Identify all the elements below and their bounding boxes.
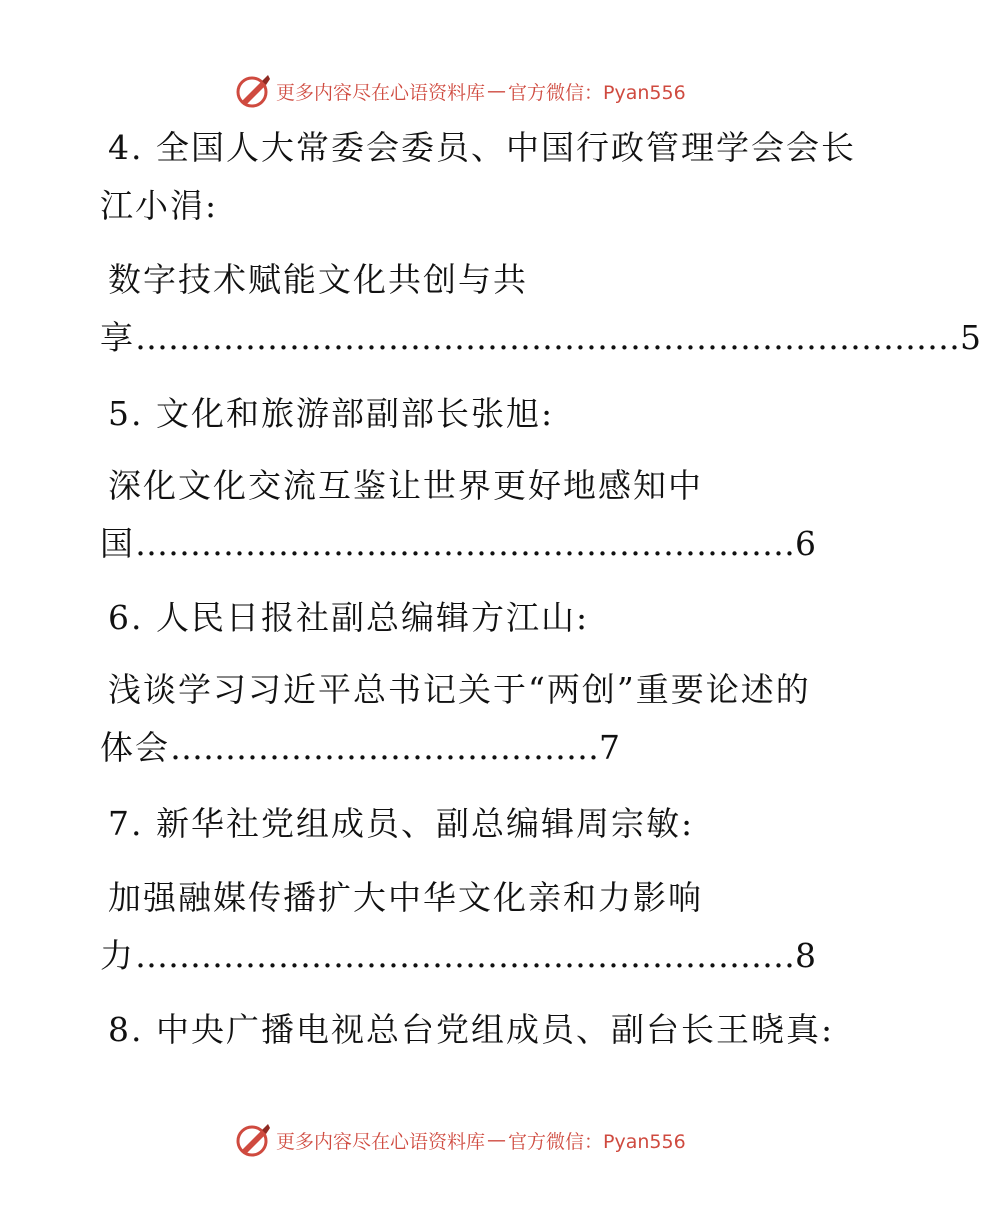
toc-entry-4-heading — [108, 128, 856, 168]
entry-topic-cont: 体会 — [100, 728, 170, 767]
entry-topic-cont: 享 — [100, 318, 135, 357]
toc-entry-5-topic-cont[interactable] — [100, 524, 818, 564]
page-number: 7 — [599, 728, 622, 767]
watermark-wechat: 官方微信：Pyan556 — [508, 1130, 686, 1153]
dot-leader: ………………………………… — [170, 728, 599, 767]
entry-topic: 深化文化交流互鉴让世界更好地感知中 — [108, 466, 703, 505]
entry-title: 中央广播电视总台党组成员、副台长王晓真: — [156, 1010, 835, 1049]
page-number: 5 — [960, 318, 983, 357]
watermark-separator: — — [487, 1129, 507, 1151]
toc-entry-4-heading-cont — [100, 186, 218, 226]
toc-entry-5-heading — [108, 394, 554, 434]
entry-number: 4. — [108, 128, 144, 167]
entry-topic-cont: 力 — [100, 936, 135, 975]
toc-entry-4-topic-cont[interactable] — [100, 318, 983, 358]
entry-topic-cont: 国 — [100, 524, 135, 563]
entry-number: 5. — [108, 394, 144, 433]
pen-logo-icon — [232, 71, 272, 111]
entry-number: 6. — [108, 598, 144, 637]
watermark-text: 更多内容尽在心语资料库 — [276, 81, 486, 104]
entry-number: 8. — [108, 1010, 144, 1049]
watermark-wechat: 官方微信：Pyan556 — [508, 81, 686, 104]
entry-number: 7. — [108, 804, 144, 843]
entry-topic: 数字技术赋能文化共创与共 — [108, 260, 528, 299]
toc-entry-7-topic-cont[interactable] — [100, 936, 818, 976]
watermark-header — [232, 71, 686, 111]
entry-title: 新华社党组成员、副总编辑周宗敏: — [156, 804, 695, 843]
watermark-text: 更多内容尽在心语资料库 — [276, 1130, 486, 1153]
dot-leader: ………………………………………………………………… — [135, 318, 960, 357]
dot-leader: …………………………………………………… — [135, 524, 795, 563]
entry-topic: 浅谈学习习近平总书记关于“两创”重要论述的 — [108, 670, 811, 709]
dot-leader: …………………………………………………… — [135, 936, 795, 975]
page-number: 6 — [795, 524, 818, 563]
watermark-footer — [232, 1120, 686, 1160]
entry-title: 全国人大常委会委员、中国行政管理学会会长 — [156, 128, 856, 167]
toc-entry-6-topic-cont[interactable] — [100, 728, 622, 768]
toc-entry-7-topic — [108, 878, 703, 918]
watermark-separator: — — [487, 80, 507, 102]
toc-entry-6-heading — [108, 598, 589, 638]
entry-title: 人民日报社副总编辑方江山: — [156, 598, 590, 637]
toc-entry-7-heading — [108, 804, 694, 844]
toc-entry-4-topic — [108, 260, 528, 300]
page-number: 8 — [795, 936, 818, 975]
entry-title-cont: 江小涓: — [100, 186, 219, 225]
toc-entry-8-heading — [108, 1010, 834, 1050]
pen-logo-icon — [232, 1120, 272, 1160]
toc-entry-5-topic — [108, 466, 703, 506]
entry-title: 文化和旅游部副部长张旭: — [156, 394, 555, 433]
entry-topic: 加强融媒传播扩大中华文化亲和力影响 — [108, 878, 703, 917]
toc-entry-6-topic — [108, 670, 811, 710]
